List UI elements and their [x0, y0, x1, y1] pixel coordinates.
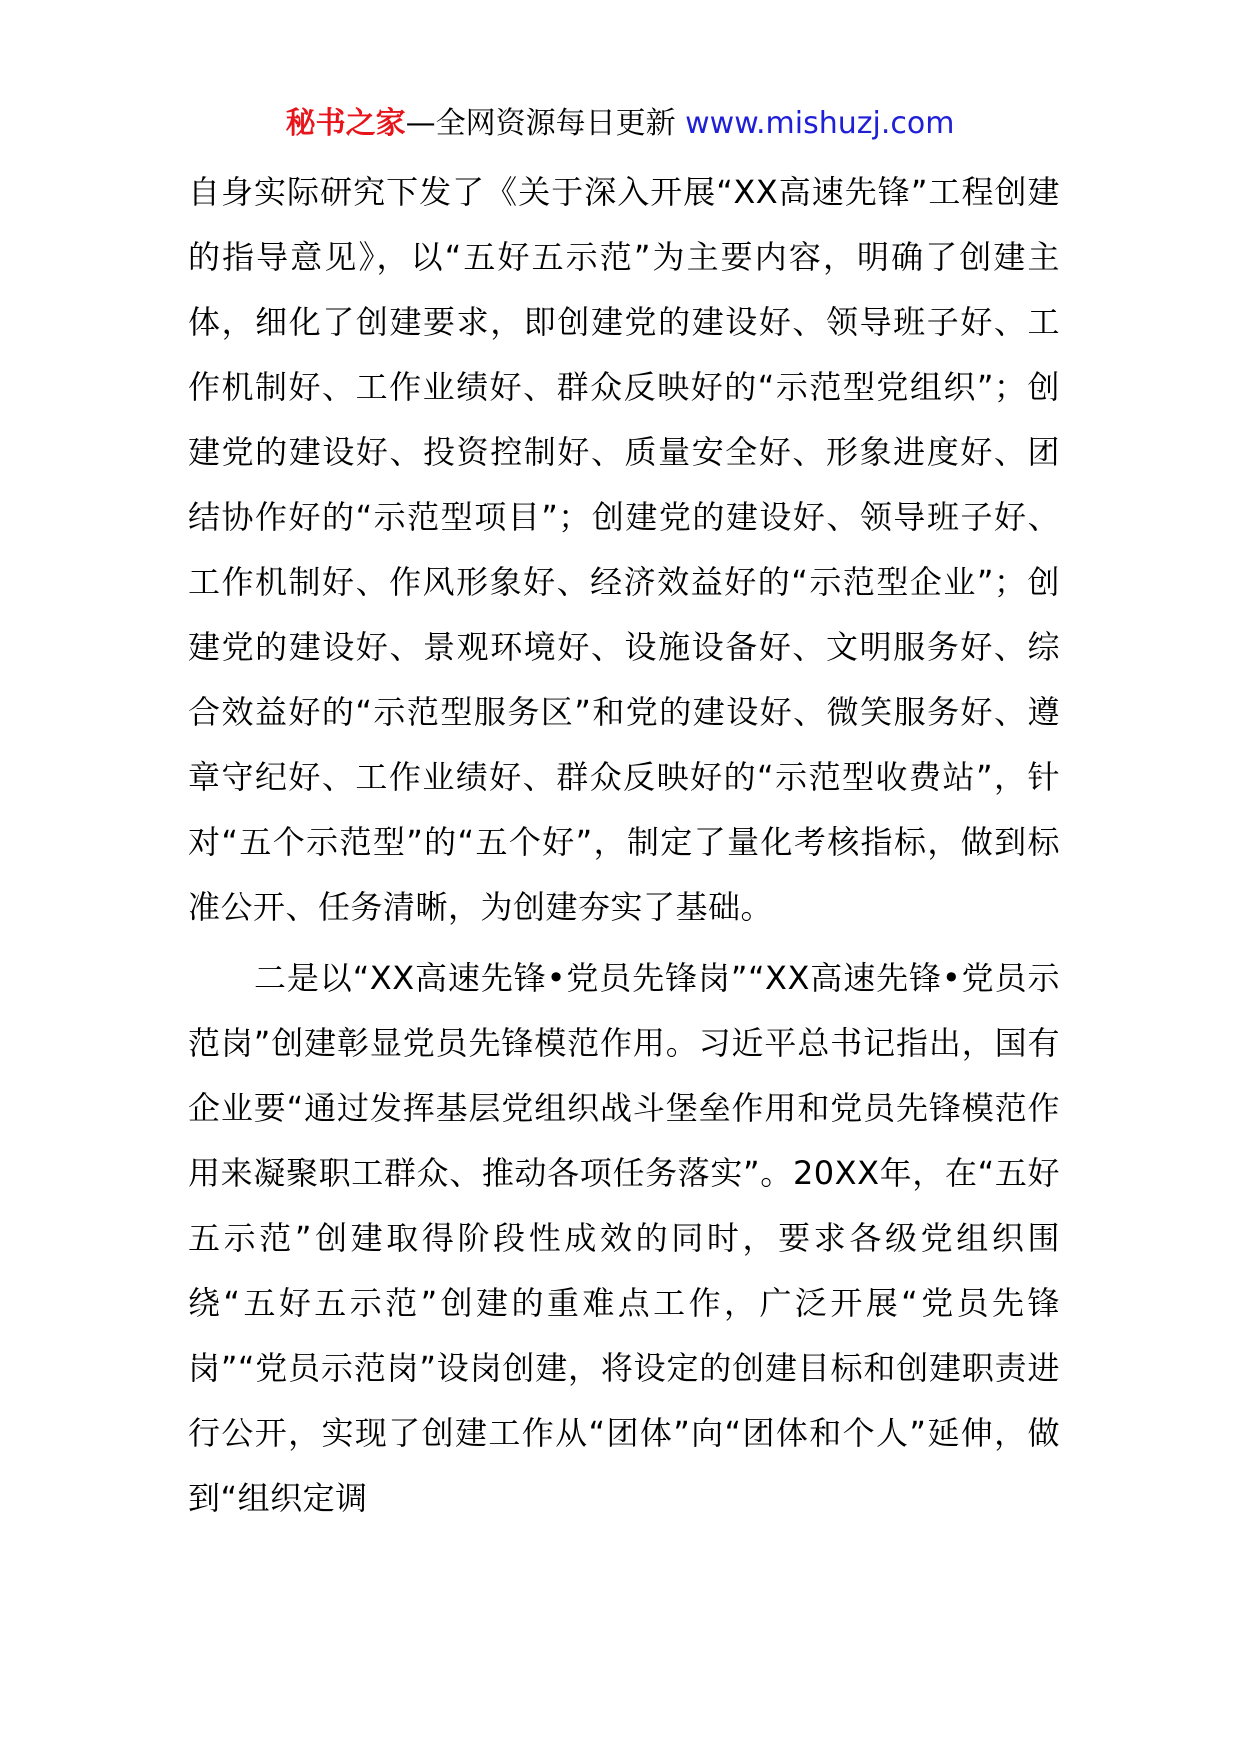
paragraph-second-point: 二是以“XX高速先锋•党员先锋岗”“XX高速先锋•党员示范岗”创建彰显党员先锋模范作用。习近平总书记指出，国有企业要“通过发挥基层党组织战斗堡垒作用和党员先锋模范作用来凝聚职工群众、推动各项任务落实”。20XX年，在“五好五示范”创建取得阶段性成效的同时，要求各级党组织围绕“五好五示范”创建的重难点工作，广泛开展“党员先锋岗”“党员示范岗”设岗创建，将设定的创建目标和创建职责进行公开，实现了创建工作从“团体”向“团体和个人”延伸，做到“组织定调 [188, 959, 1060, 1517]
site-url-link[interactable]: www.mishuzj.com [685, 106, 955, 141]
brand-name: 秘书之家 [285, 106, 406, 141]
paragraph-continuation: 自身实际研究下发了《关于深入开展“XX高速先锋”工程创建的指导意见》，以“五好五示范”为主要内容，明确了创建主体，细化了创建要求，即创建党的建设好、领导班子好、工作机制好、工作业绩好、群众反映好的“示范型党组织”；创建党的建设好、投资控制好、质量安全好、形象进度好、团结协作好的“示范型项目”；创建党的建设好、领导班子好、工作机制好、作风形象好、经济效益好的“示范型企业”；创建党的建设好、景观环境好、设施设备好、文明服务好、综合效益好的“示范型服务区”和党的建设好、微笑服务好、遵章守纪好、工作业绩好、群众反映好的“示范型收费站”，针对“五个示范型”的“五个好”，制定了量化考核指标，做到标准公开、任务清晰，为创建夯实了基础。 [188, 173, 1060, 926]
document-body [188, 160, 1060, 1531]
site-header [0, 104, 1240, 144]
header-tagline: —全网资源每日更新 [405, 106, 676, 141]
